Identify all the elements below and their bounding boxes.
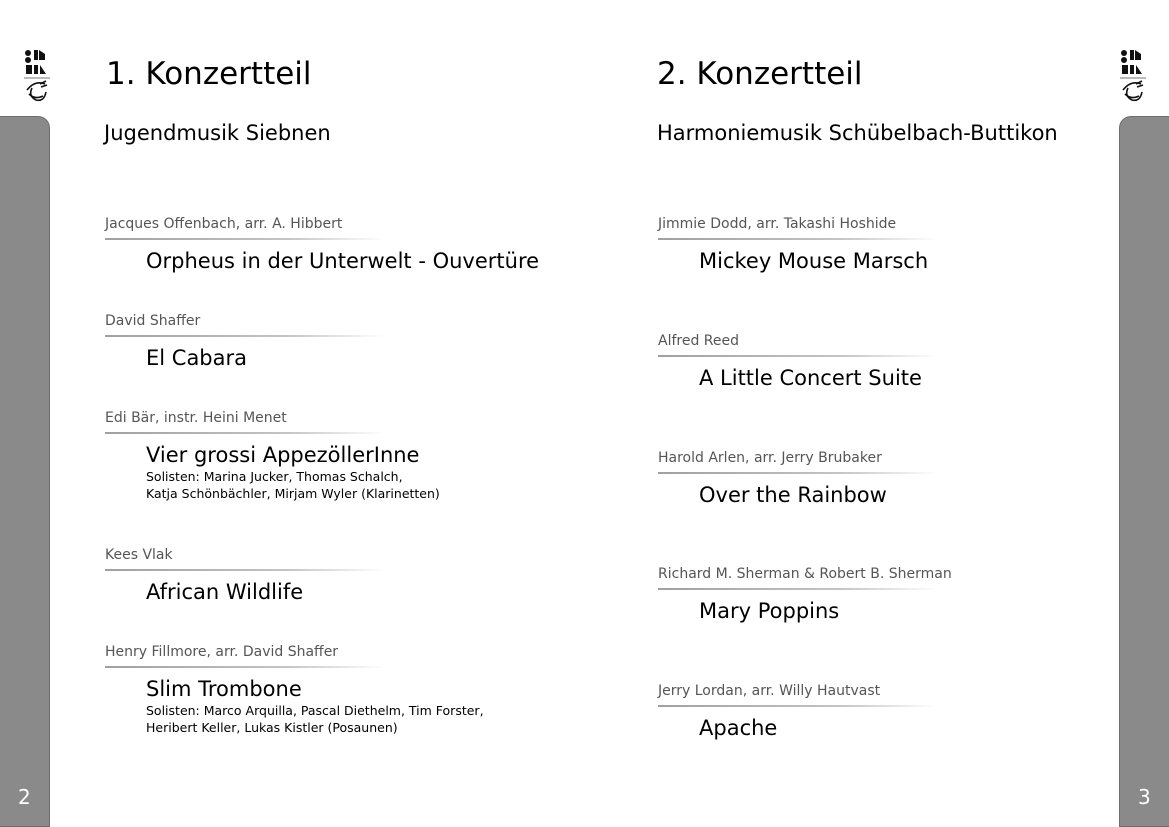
divider — [105, 335, 385, 337]
divider — [105, 666, 385, 668]
program-item — [105, 215, 545, 274]
divider — [105, 432, 385, 434]
composer: Jerry Lordan, arr. Willy Hautvast — [658, 683, 881, 699]
divider — [105, 569, 385, 571]
left-ensemble-name: Jugendmusik Siebnen — [104, 121, 331, 145]
band-logo — [1120, 48, 1146, 110]
left-section-title: 1. Konzertteil — [106, 56, 312, 92]
divider — [658, 472, 938, 474]
composer: Richard M. Sherman & Robert B. Sherman — [658, 566, 952, 582]
divider — [658, 705, 938, 707]
composer: Jimmie Dodd, arr. Takashi Hoshide — [658, 216, 897, 232]
piece-title: Vier grossi AppezöllerInne — [146, 442, 420, 467]
soloists-line: Solisten: Marina Jucker, Thomas Schalch, — [146, 468, 403, 484]
composer: Alfred Reed — [658, 333, 740, 349]
program-item — [105, 312, 545, 371]
band-logo-icon — [24, 48, 50, 110]
program-item — [658, 449, 1098, 508]
soloists-line: Solisten: Marco Arquilla, Pascal Diethelm, Tim Forster, — [146, 702, 484, 718]
piece-title: Apache — [699, 715, 778, 740]
soloists-line: Katja Schönbächler, Mirjam Wyler (Klarinetten) — [146, 485, 440, 501]
program-item — [105, 643, 545, 736]
right-section-title: 2. Konzertteil — [657, 56, 863, 92]
piece-title: African Wildlife — [146, 579, 304, 604]
composer: Henry Fillmore, arr. David Shaffer — [105, 644, 339, 660]
piece-title: Orpheus in der Unterwelt - Ouvertüre — [146, 248, 540, 273]
composer: Harold Arlen, arr. Jerry Brubaker — [658, 450, 882, 466]
band-logo-icon — [1120, 48, 1146, 110]
divider — [658, 588, 938, 590]
divider — [105, 238, 385, 240]
piece-title: Mickey Mouse Marsch — [699, 248, 929, 273]
piece-title: A Little Concert Suite — [699, 365, 922, 390]
soloists-line: Heribert Keller, Lukas Kistler (Posaunen) — [146, 719, 398, 735]
right-page-tab — [1119, 116, 1169, 827]
left-page-tab — [0, 116, 50, 827]
piece-title: Over the Rainbow — [699, 482, 887, 507]
program-item — [105, 409, 545, 502]
french-horn-icon — [27, 81, 47, 100]
divider — [658, 238, 938, 240]
program-item — [658, 332, 1098, 391]
piece-title: Mary Poppins — [699, 598, 840, 623]
piece-title: Slim Trombone — [146, 676, 302, 701]
composer: Kees Vlak — [105, 547, 173, 563]
program-item — [658, 215, 1098, 274]
program-item — [658, 682, 1098, 741]
program-item — [105, 546, 545, 605]
band-logo — [24, 48, 50, 110]
divider — [658, 355, 938, 357]
program-item — [658, 565, 1098, 624]
right-ensemble-name: Harmoniemusik Schübelbach-Buttikon — [657, 121, 1058, 145]
composer: Edi Bär, instr. Heini Menet — [105, 410, 287, 426]
piece-title: El Cabara — [146, 345, 248, 370]
left-page-number: 2 — [18, 785, 31, 809]
composer: Jacques Offenbach, arr. A. Hibbert — [105, 216, 343, 232]
right-page-number: 3 — [1138, 785, 1151, 809]
composer: David Shaffer — [105, 313, 201, 329]
french-horn-icon — [1123, 81, 1143, 100]
